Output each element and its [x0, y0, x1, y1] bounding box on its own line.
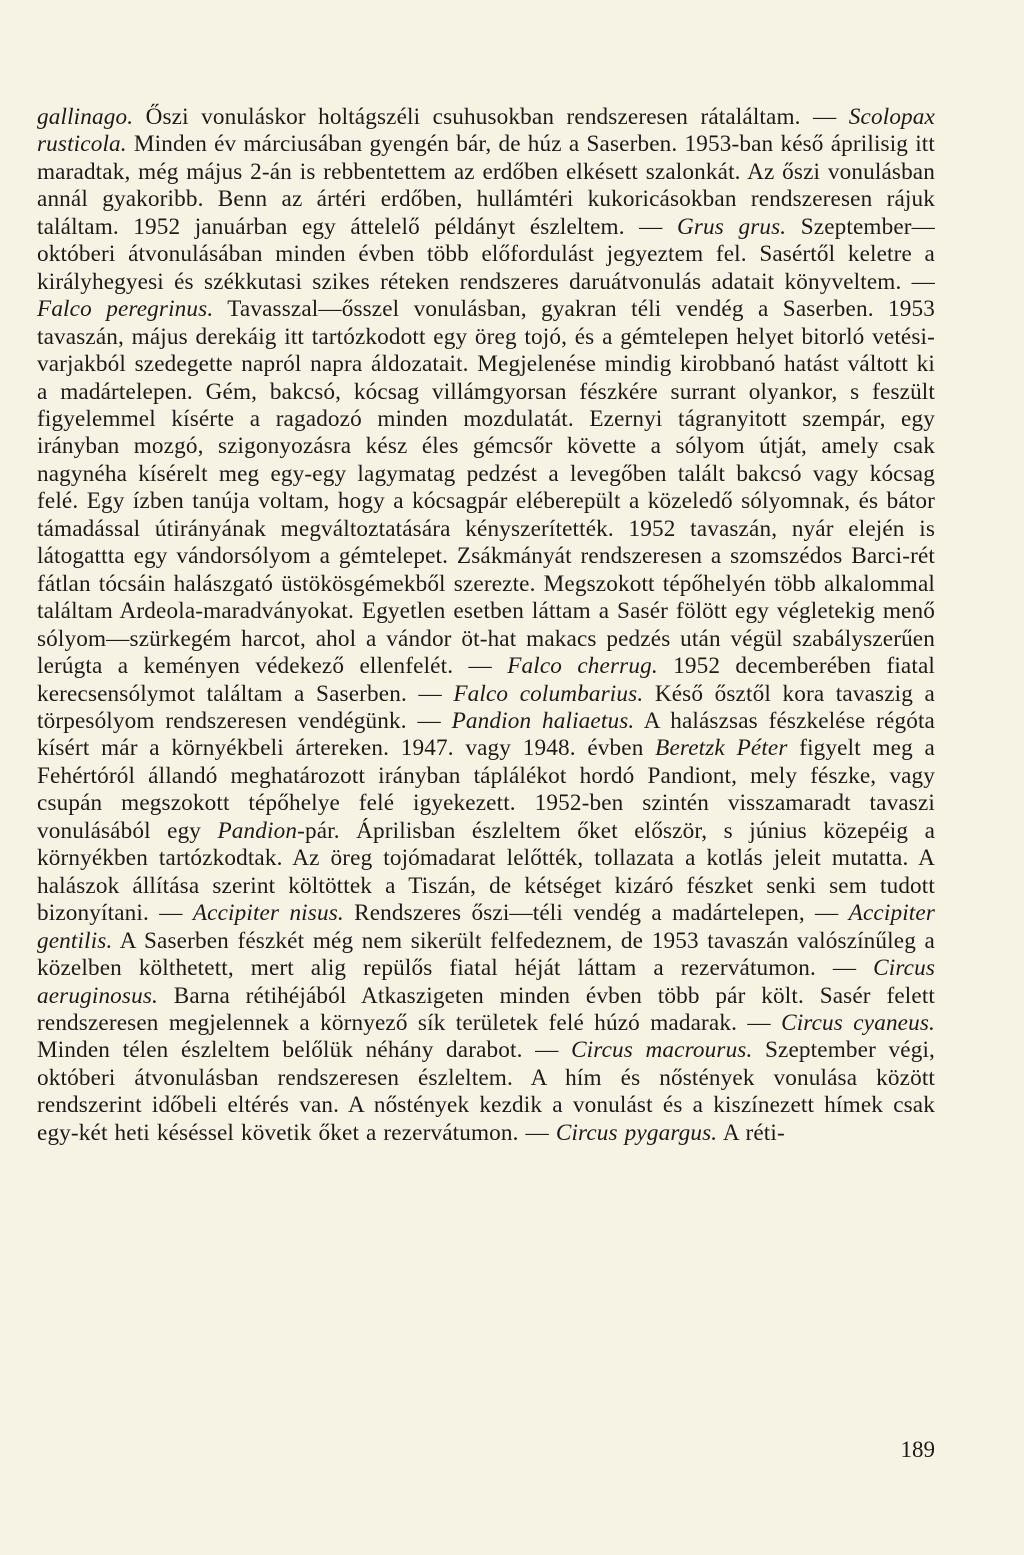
text-run: Késő ősztől kora tavaszig a törpesólyom rendszeresen vendégünk. —	[37, 680, 935, 734]
species-name: Accipiter nisus.	[192, 900, 344, 927]
text-run: Szeptember—októberi átvonulásában minden évben több előfordulást jegyeztem fel. Sasértől keletre a királyhegyesi és székkutasi szikes réteken rendszeres daruátvonulás adatait könyveltem. —	[37, 213, 935, 295]
species-name: Beretzk Péter	[655, 735, 788, 762]
species-name: Circus aeruginosus.	[37, 955, 935, 1009]
text-run: A Saserben fészkét még nem sikerült felfedeznem, de 1953 tavaszán valószínűleg a közelben költhetett, mert alig repülős fiatal héját láttam a rezervátumon. —	[37, 927, 935, 982]
species-name: Circus pygargus.	[555, 1119, 718, 1146]
species-name: Grus grus.	[676, 213, 787, 240]
text-run: figyelt meg a Fehértóról állandó meghatározott irányban táplálékot hordó Pandiont, mely fészke, vagy csupán megszokott tépőhelye felé igyekezett. 1952-ben szintén visszamaradt tavaszi vonulásából egy	[37, 735, 935, 844]
document-page	[37, 104, 935, 1147]
species-name: Falco peregrinus.	[37, 296, 214, 323]
species-name: Circus cyaneus.	[781, 1009, 935, 1036]
species-name: Falco columbarius.	[453, 680, 644, 707]
species-name: gallinago.	[37, 104, 134, 130]
text-run: Minden télen észleltem belőlük néhány darabot. —	[37, 1037, 572, 1064]
text-run: -pár. Áprilisban észleltem őket először, s június közepéig a környékben tartózkodtak. Az öreg tojómadarat lelőtték, tollazata a kotlás jeleit mutatta. A halászok állítása szerint költöttek a Tiszán, de kétséget kizáró fészket senki sem tudott bizonyítani. —	[37, 817, 936, 927]
text-run: Barna rétihéjából Atkaszigeten minden évben több pár költ. Sasér felett rendszeresen megjelennek a környező sík területek felé húzó madarak. —	[37, 982, 935, 1036]
page-number: 189	[900, 1437, 935, 1462]
text-run: A halászsas fészkelése régóta kísért már a környékbeli ártereken. 1947. vagy 1948. évben	[37, 707, 935, 762]
species-name: Circus macrourus.	[571, 1037, 753, 1064]
text-run: Őszi vonuláskor holtágszéli csuhusokban rendszeresen rátaláltam. —	[133, 104, 849, 130]
species-name: Falco cherrug.	[507, 653, 658, 680]
species-name: Pandion haliaetus.	[451, 707, 635, 734]
text-run: 1952 decemberében fiatal kerecsensólymot találtam a Saserben. —	[37, 653, 935, 707]
species-name: Scolopax rusticola.	[37, 104, 935, 158]
text-run: Rendszeres őszi—téli vendég a madártelepen, —	[343, 900, 849, 927]
text-run: Tavasszal—ősszel vonulásban, gyakran téli vendég a Saserben. 1953 tavaszán, május derekáig itt tartózkodott egy öreg tojó, és a gémtelepen helyet bitorló vetési-varjakból szedegette napról napra áldozatait. Megjelenése mindig kirobbanó hatást váltott ki a madártelepen. Gém, bakcsó, kócsag villámgyorsan fészkére surrant olyankor, s feszült figyelemmel kísérte a ragadozó minden mozdulatát. Ezernyi tágranyitott szempár, egy irányban mozgó, szigonyozásra kész éles gémcsőr követte a sólyom útját, amely csak nagynéha kísérelt meg egy-egy lagymatag pedzést a levegőben talált bakcsó vagy kócsag felé. Egy ízben tanúja voltam, hogy a kócsagpár eléberepült a közeledő sólyomnak, és bátor támadással útirányának megváltoztatására kényszerítették. 1952 tavaszán, nyár elején is látogattta egy vándorsólyom a gémtelepet. Zsákmányát rendszeresen a szomszédos Barci-rét fátlan tócsáin halászgató üstökösgémekből szerezte. Megszokott tépőhelyén több alkalommal találtam Ardeola-maradványokat. Egyetlen esetben láttam a Sasér fölött egy végletekig menő sólyom—szürkegém harcot, ahol a vándor öt-hat makacs pedzés után végül szabályszerűen lerúgta a keményen védekező ellenfelét. —	[37, 296, 935, 680]
text-run: A réti-	[717, 1119, 785, 1146]
text-run: Szeptember végi, októberi átvonulásban rendszeresen észleltem. A hím és nőstények vonulása között rendszerint időbeli eltérés van. A nőstények kezdik a vonulást és a kiszínezett hímek csak egy-két heti késéssel követik őket a rezervátumon. —	[37, 1037, 935, 1146]
species-name: Accipiter gentilis.	[37, 900, 936, 954]
text-run: Minden év márciusában gyengén bár, de húz a Saserben. 1953-ban késő áprilisig itt maradtak, még május 2-án is rebbentettem az erdőben elkésett szalonkát. Az őszi vonulásban annál gyakoribb. Benn az ártéri erdőben, hullámtéri kukoricásokban rendszeresen rájuk találtam. 1952 januárban egy áttelelő példányt észleltem. —	[37, 131, 935, 240]
species-name: Pandion	[217, 817, 298, 844]
body-paragraph	[37, 104, 935, 1147]
